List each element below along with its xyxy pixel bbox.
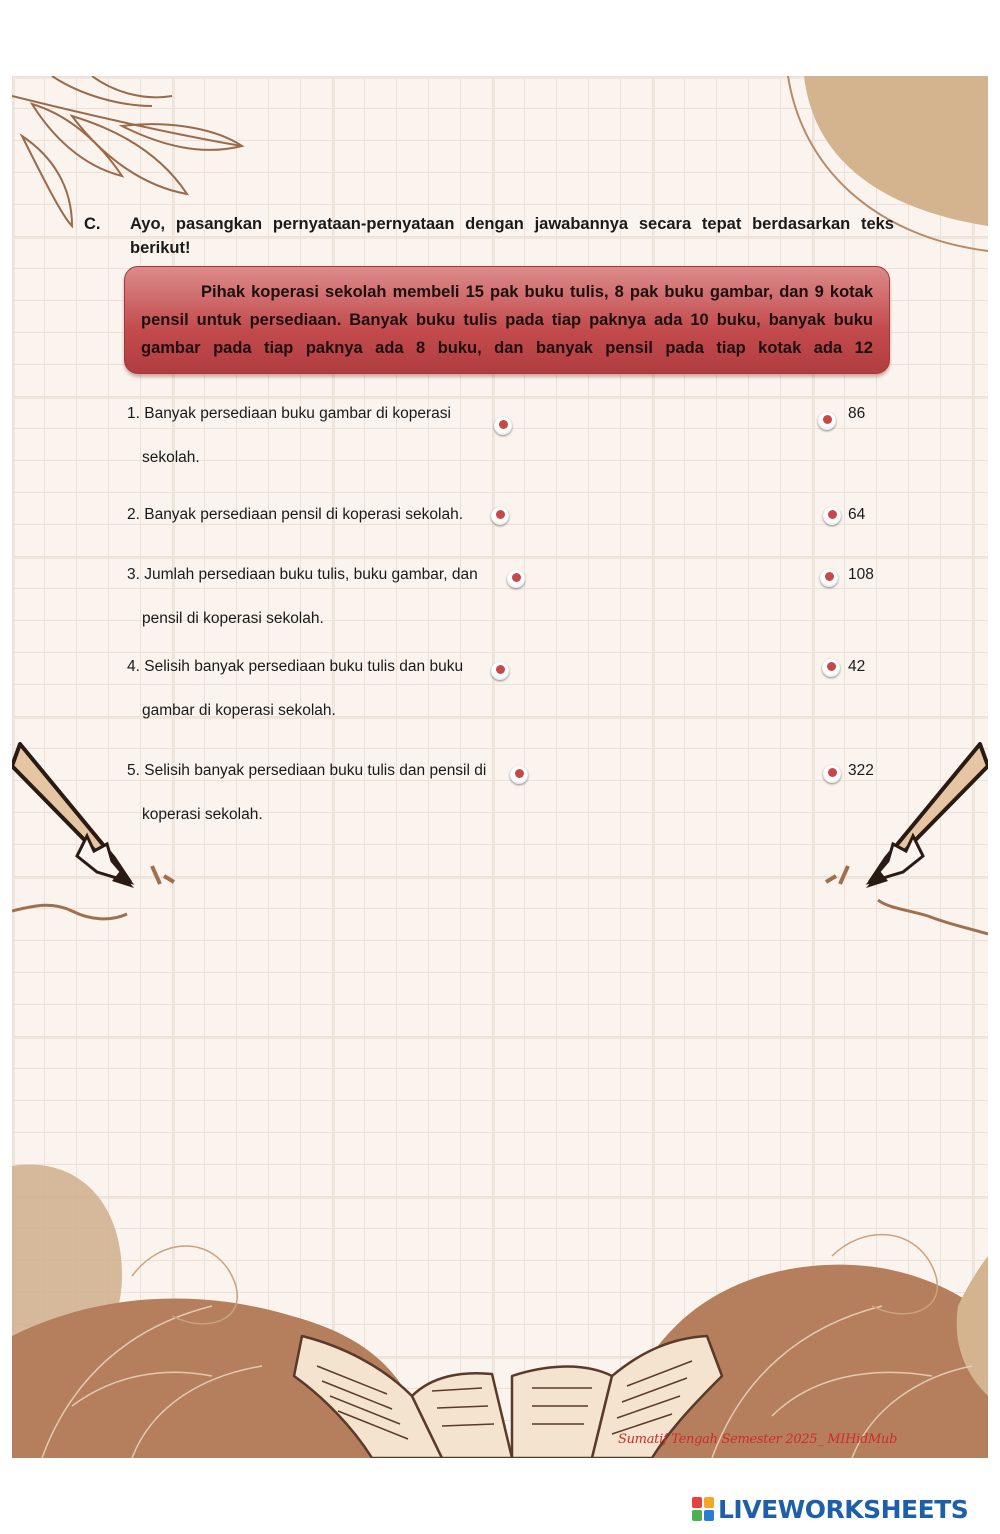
answer-3-connector-dot[interactable]: [820, 569, 838, 587]
brand-name: LIVEWORKSHEETS: [718, 1494, 969, 1524]
answer-5: 322: [848, 762, 874, 779]
statement-5: [127, 761, 487, 823]
statement-4-line1: 4. Selisih banyak persediaan buku tulis dan buku: [127, 658, 464, 675]
statement-3-line2: pensil di koperasi sekolah.: [142, 610, 324, 627]
answer-4: 42: [848, 658, 866, 675]
statement-5-line2: koperasi sekolah.: [142, 806, 263, 823]
statement-5-line1: 5. Selisih banyak persediaan buku tulis dan pensil di: [127, 762, 487, 779]
answer-5-connector-dot[interactable]: [823, 765, 841, 783]
section-instruction: Ayo, pasangkan pernyataan-pernyataan dengan jawabannya secara tepat berdasarkan teks berikut!: [130, 215, 894, 257]
statement-1-line2: sekolah.: [142, 449, 200, 466]
answer-3: 108: [848, 566, 874, 583]
answer-4-connector-dot[interactable]: [822, 659, 840, 677]
statement-3: [127, 565, 478, 627]
answer-2-connector-dot[interactable]: [823, 507, 841, 525]
answer-2: 64: [848, 506, 866, 523]
section-letter: C.: [84, 215, 101, 233]
answer-1-connector-dot[interactable]: [818, 412, 836, 430]
logo-square-1: [692, 1497, 702, 1508]
statement-3-connector-dot[interactable]: [507, 570, 525, 588]
footer-caption: Sumatif Tengah Semester 2025_ MIHidMub: [618, 1432, 898, 1447]
statement-2-line1: 2. Banyak persediaan pensil di koperasi sekolah.: [127, 506, 464, 523]
reading-passage-box: [124, 266, 890, 374]
statement-4-line2: gambar di koperasi sekolah.: [142, 702, 336, 719]
statement-4-connector-dot[interactable]: [491, 662, 509, 680]
reading-passage-text: Pihak koperasi sekolah membeli 15 pak buku tulis, 8 pak buku gambar, dan 9 kotak pensil untuk persediaan. Banyak buku tulis pada tiap paknya ada 10 buku, banyak buku gambar pada tiap paknya ada 8 buku, dan banyak pensil pada tiap kotak ada 12: [141, 283, 873, 357]
statement-2-connector-dot[interactable]: [491, 507, 509, 525]
statement-1-connector-dot[interactable]: [494, 417, 512, 435]
liveworksheets-brand[interactable]: [692, 1494, 968, 1524]
answer-1: 86: [848, 405, 866, 422]
liveworksheets-logo-icon: [692, 1497, 714, 1521]
logo-square-4: [704, 1510, 714, 1521]
logo-square-3: [692, 1510, 702, 1521]
statement-5-connector-dot[interactable]: [510, 766, 528, 784]
statement-1-line1: 1. Banyak persediaan buku gambar di koperasi: [127, 405, 451, 422]
section-heading: [84, 212, 894, 260]
statement-3-line1: 3. Jumlah persediaan buku tulis, buku gambar, dan: [127, 566, 478, 583]
statement-4: [127, 657, 464, 719]
logo-square-2: [704, 1497, 714, 1508]
statement-2: [127, 505, 463, 525]
statement-1: [127, 404, 451, 466]
